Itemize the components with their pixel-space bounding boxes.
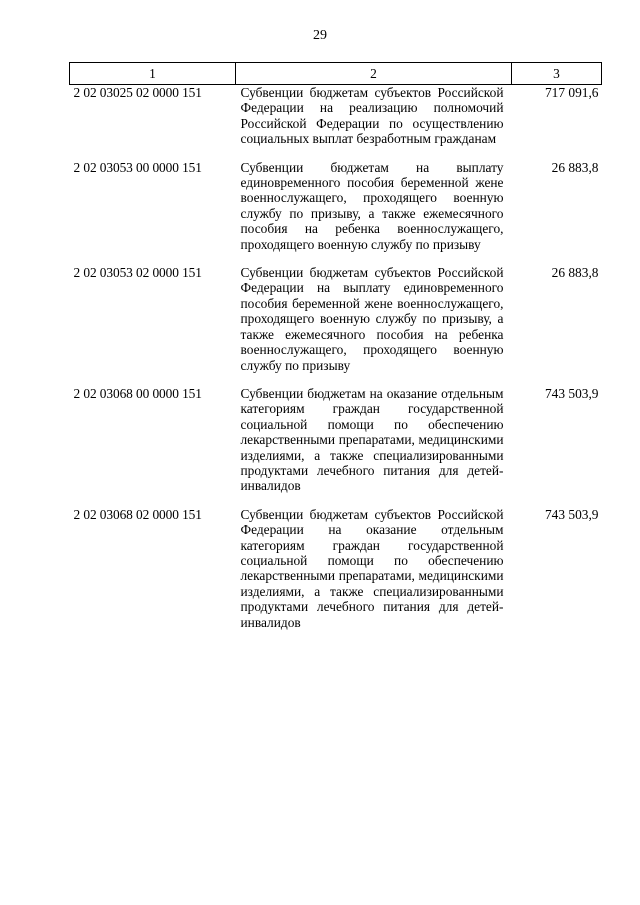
amount: 26 883,8 [551, 159, 599, 175]
classification-code: 2 02 03025 02 0000 151 [73, 85, 202, 100]
amount: 26 883,8 [551, 265, 599, 281]
revenue-description: Субвенции бюджетам субъектов Российской Федерации на выплату единовременного пособия беременной жене военнослужащего, проходящего военную службу по призыву, а также ежемесячного пособия на ребенка военнослужащего, проходящего военную службу по призыву [240, 265, 504, 373]
header-col-1: 1 [70, 63, 236, 85]
revenue-description: Субвенции бюджетам на выплату единовременного пособия беременной жене военнослужащего, проходящего военную службу по призыву, а также ежемесячного пособия на ребенка военнослужащего, проходящего военную службу по призыву [240, 159, 504, 252]
classification-code: 2 02 03068 02 0000 151 [73, 506, 202, 522]
table-row [70, 265, 602, 386]
classification-code: 2 02 03053 00 0000 151 [73, 159, 202, 175]
header-col-3: 3 [512, 63, 602, 85]
revenue-description: Субвенции бюджетам субъектов Российской Федерации на реализацию полномочий Российской Федерации по осуществлению социальных выплат безработным гражданам [240, 85, 504, 147]
amount: 717 091,6 [544, 85, 599, 100]
budget-revenue-table [69, 62, 602, 643]
classification-code: 2 02 03053 02 0000 151 [73, 265, 202, 281]
table-header [70, 63, 602, 85]
header-col-2: 2 [236, 63, 512, 85]
revenue-description: Субвенции бюджетам на оказание отдельным категориям граждан государственной социальной помощи по обеспечению лекарственными препаратами, медицинскими изделиями, а также специализированными продуктами лечебного питания для детей-инвалидов [240, 385, 504, 494]
revenue-description: Субвенции бюджетам субъектов Российской Федерации на оказание отдельным категориям граждан государственной социальной помощи по обеспечению лекарственными препаратами, медицинскими изделиями, а также специализированными продуктами лечебного питания для детей-инвалидов [240, 506, 504, 630]
table-row [70, 386, 602, 507]
classification-code: 2 02 03068 00 0000 151 [73, 385, 202, 401]
table-row [70, 85, 602, 160]
amount: 743 503,9 [544, 385, 599, 401]
page-number: 29 [313, 28, 327, 43]
amount: 743 503,9 [544, 506, 599, 522]
header-row [70, 63, 602, 85]
table-row [70, 160, 602, 265]
table-body [70, 85, 602, 644]
table-row [70, 507, 602, 643]
